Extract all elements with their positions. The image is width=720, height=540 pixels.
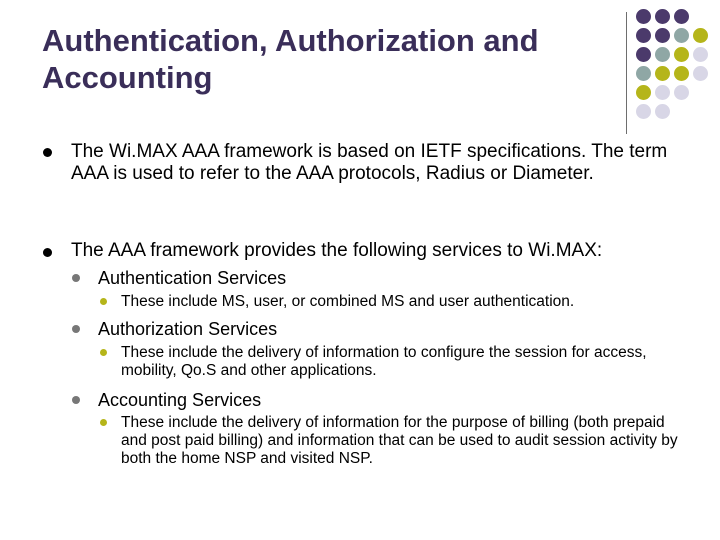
decorative-dot-grid [636, 9, 720, 119]
sub-bullet-dot [72, 396, 80, 404]
decor-dot [693, 47, 708, 62]
decor-dot [693, 66, 708, 81]
bullet-text-aaa-services: The AAA framework provides the following services to Wi.MAX: [71, 240, 603, 261]
decor-dot [655, 9, 670, 24]
decor-dot [636, 28, 651, 43]
decor-dot [655, 47, 670, 62]
decor-dot [655, 66, 670, 81]
decor-dot [674, 28, 689, 43]
decor-dot [655, 85, 670, 100]
title-divider-line [626, 12, 627, 134]
decor-dot [655, 104, 670, 119]
bullet-dot [43, 148, 52, 157]
decor-dot [636, 47, 651, 62]
detail-bullet-dot [100, 349, 107, 356]
sub-item-authorization-services: Authorization Services [98, 319, 278, 339]
decor-dot [636, 85, 651, 100]
decor-dot [636, 66, 651, 81]
detail-accounting: These include the delivery of information for the purpose of billing (both prepaid and post paid billing) and information that can be used to audit session activity by both the home NSP and visited NSP. [121, 414, 678, 467]
sub-bullet-dot [72, 274, 80, 282]
decor-dot [636, 104, 651, 119]
decor-dot [674, 9, 689, 24]
detail-authentication: These include MS, user, or combined MS and user authentication. [121, 293, 575, 310]
detail-authorization: These include the delivery of information to configure the session for access, mobility, Qo.S and other applications. [121, 344, 647, 379]
slide-title: Authentication, Authorization and Accounting [42, 23, 539, 95]
sub-bullet-dot [72, 325, 80, 333]
decor-dot [674, 47, 689, 62]
decor-dot [674, 66, 689, 81]
bullet-text-aaa-framework: The Wi.MAX AAA framework is based on IETF specifications. The term AAA is used to refer to the AAA protocols, Radius or Diameter. [71, 141, 668, 184]
sub-item-authentication-services: Authentication Services [98, 268, 287, 288]
bullet-dot [43, 248, 52, 257]
decor-dot [655, 28, 670, 43]
decor-dot [674, 85, 689, 100]
detail-bullet-dot [100, 419, 107, 426]
sub-item-accounting-services: Accounting Services [98, 390, 262, 410]
decor-dot [693, 28, 708, 43]
decor-dot [636, 9, 651, 24]
detail-bullet-dot [100, 298, 107, 305]
